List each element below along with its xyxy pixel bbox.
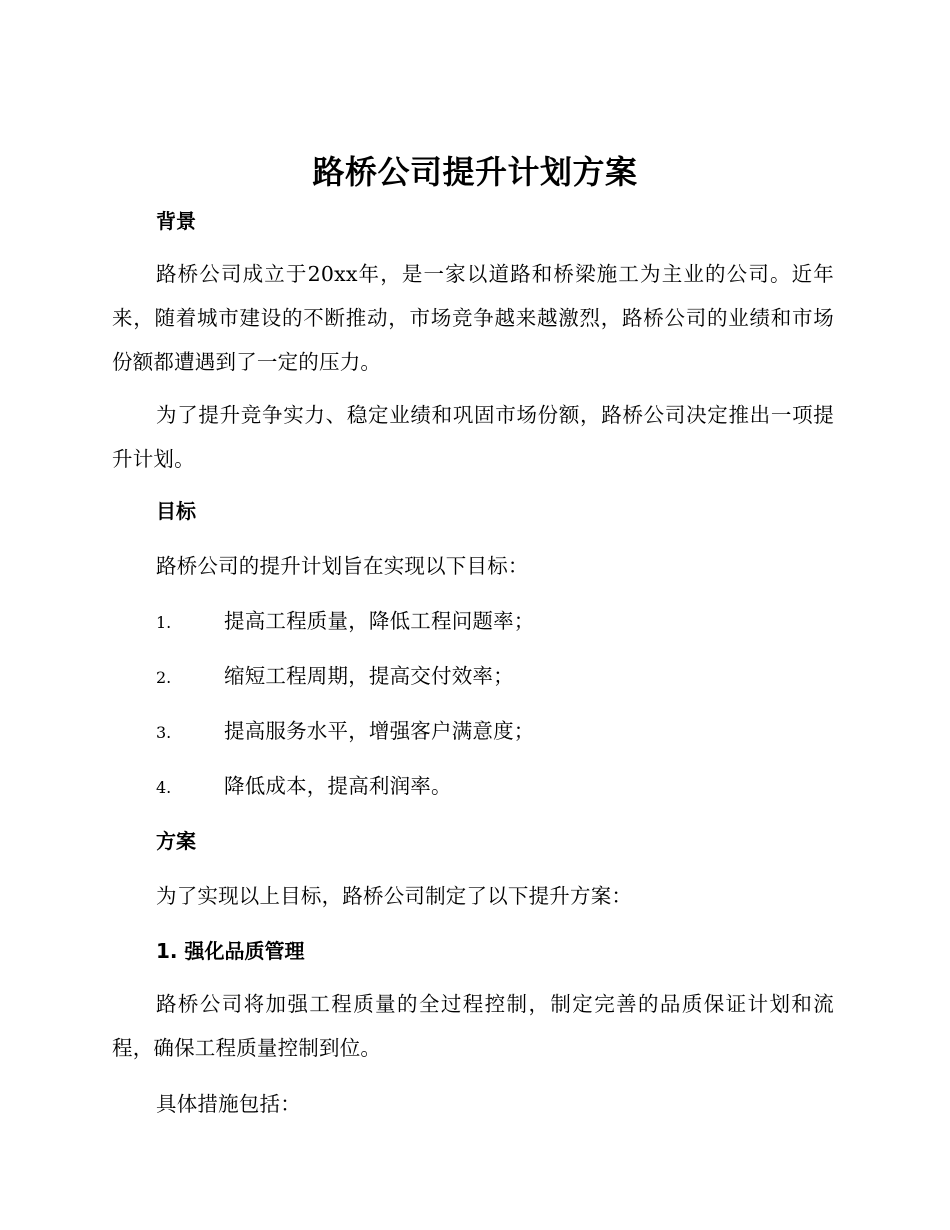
goal-list-item [156,717,856,745]
subsection-heading-quality: 1. 强化品质管理 [156,939,305,963]
list-number: 1. [156,613,172,632]
goals-intro: 路桥公司的提升计划旨在实现以下目标： [156,554,529,578]
document-title: 路桥公司提升计划方案 [312,153,638,191]
section-heading-goals: 目标 [156,499,196,523]
list-text: 提高工程质量，降低工程问题率； [224,609,535,633]
goal-list-item [156,772,856,800]
goal-list-item [156,607,856,635]
plan-intro: 为了实现以上目标，路桥公司制定了以下提升方案： [156,884,633,908]
background-paragraph-1: 路桥公司成立于20xx年，是一家以道路和桥梁施工为主业的公司。近年来，随着城市建设的不断推动，市场竞争越来越激烈，路桥公司的业绩和市场份额都遭遇到了一定的压力。 [112,262,834,374]
list-text: 缩短工程周期，提高交付效率； [224,664,514,688]
background-paragraph-2: 为了提升竞争实力、稳定业绩和巩固市场份额，路桥公司决定推出一项提升计划。 [112,403,834,471]
section-heading-plan: 方案 [156,829,196,853]
list-number: 3. [156,723,172,742]
measures-label: 具体措施包括： [156,1092,301,1116]
quality-paragraph: 路桥公司将加强工程质量的全过程控制，制定完善的品质保证计划和流程，确保工程质量控制到位。 [112,992,834,1060]
list-text: 降低成本，提高利润率。 [224,774,452,798]
list-number: 2. [156,668,172,687]
goal-list-item [156,662,856,690]
list-text: 提高服务水平，增强客户满意度； [224,719,535,743]
section-heading-background: 背景 [156,209,196,233]
list-number: 4. [156,778,172,797]
